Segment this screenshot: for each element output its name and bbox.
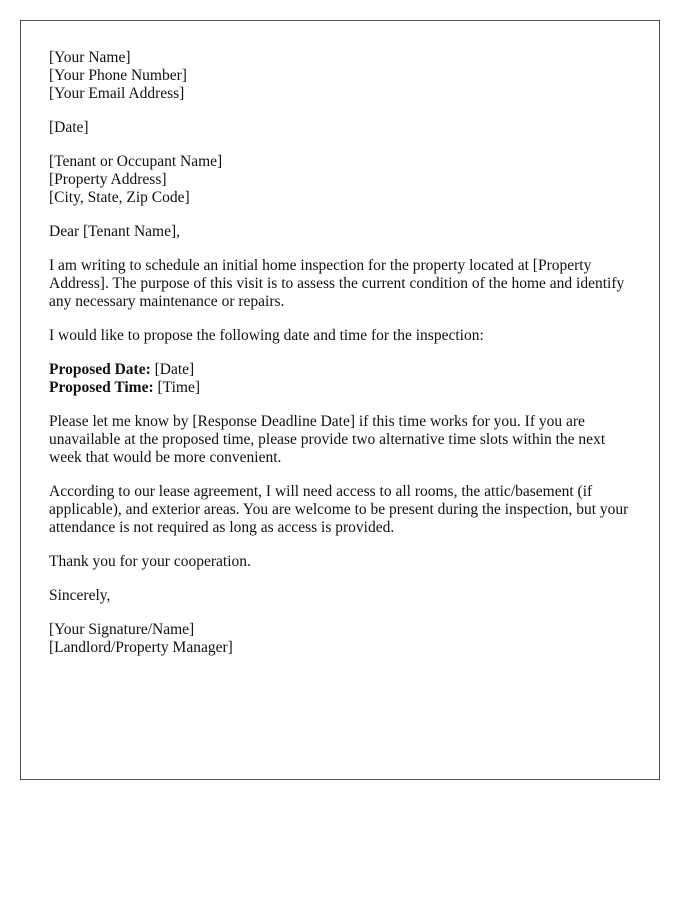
proposed-time-label: Proposed Time: — [49, 379, 154, 396]
signature-title: [Landlord/Property Manager] — [49, 639, 233, 656]
letter-page — [20, 20, 660, 780]
recipient-city-state-zip: [City, State, Zip Code] — [49, 189, 190, 206]
recipient-name: [Tenant or Occupant Name] — [49, 153, 223, 170]
proposed-date-line — [49, 361, 631, 379]
recipient-address: [Property Address] — [49, 171, 167, 188]
confirm-paragraph: Please let me know by [Response Deadline Date] if this time works for you. If you are unavailable at the proposed time, please provide two alternative time slots within the next week that would be more convenient. — [49, 413, 606, 466]
signature-block — [49, 621, 631, 657]
intro-paragraph: I am writing to schedule an initial home inspection for the property located at [Property Address]. The purpose of this visit is to assess the current condition of the home and identify any necessary maintenance or repairs. — [49, 257, 625, 310]
proposal-block — [49, 361, 631, 397]
sender-email: [Your Email Address] — [49, 85, 185, 102]
access-paragraph: According to our lease agreement, I will need access to all rooms, the attic/basement (if applicable), and exterior areas. You are welcome to be present during the inspection, but your attendance is not required as long as access is provided. — [49, 483, 629, 536]
sender-phone: [Your Phone Number] — [49, 67, 187, 84]
sender-name: [Your Name] — [49, 49, 131, 66]
propose-paragraph: I would like to propose the following date and time for the inspection: — [49, 327, 484, 344]
proposed-time-value: [Time] — [157, 379, 201, 396]
thanks-paragraph: Thank you for your cooperation. — [49, 553, 251, 570]
recipient-block — [49, 153, 631, 207]
proposed-date-value: [Date] — [154, 361, 195, 378]
letter-date: [Date] — [49, 119, 89, 136]
proposed-time-line — [49, 379, 631, 397]
signature-name: [Your Signature/Name] — [49, 621, 195, 638]
closing: Sincerely, — [49, 587, 111, 604]
sender-block — [49, 49, 631, 103]
proposed-date-label: Proposed Date: — [49, 361, 151, 378]
salutation: Dear [Tenant Name], — [49, 223, 181, 240]
date-block — [49, 119, 631, 137]
